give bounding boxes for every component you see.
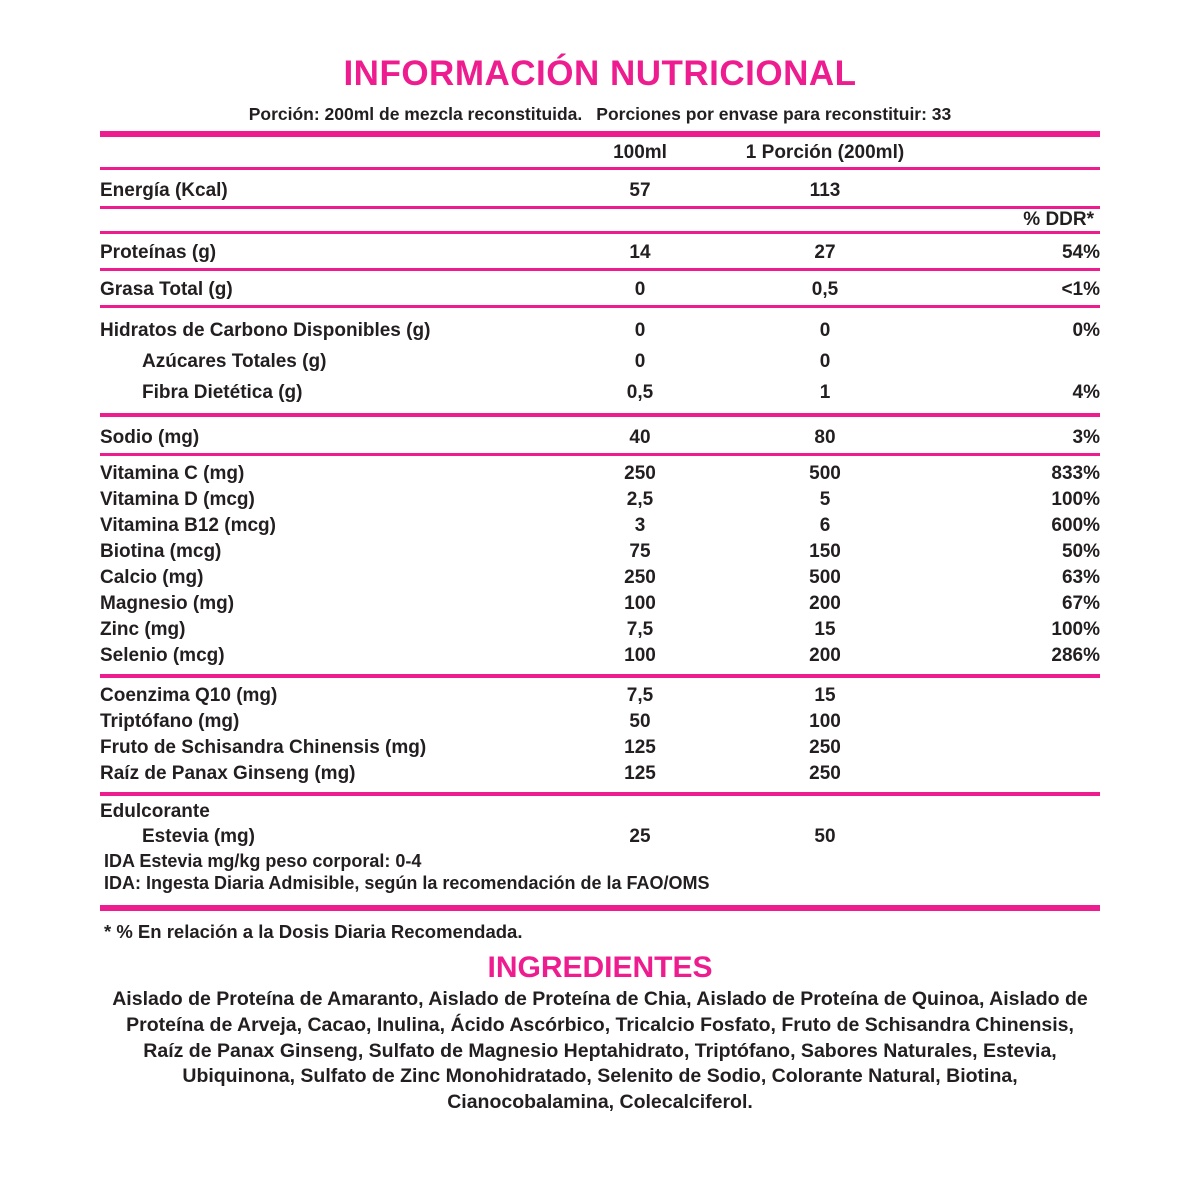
row-label-ginseng: Raíz de Panax Ginseng (mg)	[100, 763, 356, 785]
page-title: INFORMACIÓN NUTRICIONAL	[343, 54, 857, 93]
ingredients-text: Aislado de Proteína de Amaranto, Aislado de Proteína de Chia, Aislado de Proteína de Quinoa, Aislado de Proteína de Arveja, Cacao, Inulina, Ácido Ascórbico, Tricalcio Fosfato, Fruto de Schisandra Chinensis, Raíz de Panax Ginseng, Sulfato de Magnesio Heptahidrato, Triptófano, Sabores Naturales, Estevia, Ubiquinona, Sulfato de Zinc Monohidratado, Selenito de Sodio, Colorante Natural, Biotina, Cianocobalamina, Colecalciferol.	[112, 987, 1088, 1114]
row-label-vitc: Vitamina C (mg)	[100, 463, 245, 485]
row-label-zinc: Zinc (mg)	[100, 619, 186, 641]
row-portion-biotin: 150	[809, 541, 841, 563]
row-portion-selenium: 200	[809, 645, 841, 667]
row-per100-fiber: 0,5	[626, 381, 654, 403]
row-per100-schisandra: 125	[624, 737, 656, 759]
row-per100-selenium: 100	[624, 645, 656, 667]
row-ddr-fiber: 4%	[1072, 381, 1100, 403]
row-per100-tryptophan: 50	[629, 711, 651, 733]
row-ddr-sodium: 3%	[1072, 426, 1100, 448]
ddr-spacer-2	[560, 209, 720, 231]
table-row	[100, 274, 1100, 305]
row-per100-stevia: 25	[629, 825, 651, 847]
ingredients-title: INGREDIENTES	[487, 950, 713, 984]
row-per100-carbs: 0	[634, 319, 646, 341]
row-ddr-vitc: 833%	[1051, 463, 1100, 485]
row-per100-biotin: 75	[629, 541, 651, 563]
row-ddr-protein: 54%	[1061, 241, 1100, 263]
row-portion-vitc: 500	[809, 463, 841, 485]
servings-per-container-label: Porciones por envase para reconstituir: 33	[596, 104, 952, 124]
row-ddr-ginseng	[930, 761, 1100, 787]
table-row	[100, 487, 1100, 513]
table-row	[100, 377, 1100, 408]
row-per100-vitb12: 3	[634, 515, 646, 537]
table-row	[100, 565, 1100, 591]
row-portion-vitd: 5	[819, 489, 831, 511]
nutrition-table	[100, 142, 1100, 167]
row-label-biotin: Biotina (mcg)	[100, 541, 222, 563]
row-ddr-calcium: 63%	[1061, 567, 1100, 589]
column-header-portion: 1 Porción (200ml)	[745, 142, 905, 163]
row-ddr-zinc: 100%	[1051, 619, 1100, 641]
row-label-coq10: Coenzima Q10 (mg)	[100, 685, 278, 707]
row-label-sugars: Azúcares Totales (g)	[142, 350, 327, 372]
row-portion-calcium: 500	[809, 567, 841, 589]
row-per100-zinc: 7,5	[626, 619, 654, 641]
row-portion-magnesium: 200	[809, 593, 841, 615]
sweetener-spacer-1	[560, 801, 720, 823]
row-per100-vitc: 250	[624, 463, 656, 485]
column-header-per100: 100ml	[613, 142, 667, 163]
row-label-selenium: Selenio (mcg)	[100, 645, 225, 667]
row-portion-fat: 0,5	[811, 278, 839, 300]
row-label-energy: Energía (Kcal)	[100, 179, 228, 201]
ida-note-line2: IDA: Ingesta Diaria Admisible, según la recomendación de la FAO/OMS	[104, 873, 710, 894]
table-header-row	[100, 142, 1100, 167]
row-per100-protein: 14	[629, 241, 651, 263]
table-row	[100, 683, 1100, 709]
row-portion-schisandra: 250	[809, 737, 841, 759]
row-label-sodium: Sodio (mg)	[100, 426, 200, 448]
row-label-schisandra: Fruto de Schisandra Chinensis (mg)	[100, 737, 427, 759]
row-portion-energy: 113	[809, 179, 841, 201]
row-ddr-magnesium: 67%	[1061, 593, 1100, 615]
ddr-footnote: * % En relación a la Dosis Diaria Recomendada.	[104, 920, 523, 942]
row-portion-protein: 27	[814, 241, 836, 263]
table-row	[100, 735, 1100, 761]
row-portion-vitb12: 6	[819, 515, 831, 537]
row-label-tryptophan: Triptófano (mg)	[100, 711, 240, 733]
row-label-protein: Proteínas (g)	[100, 241, 217, 263]
row-label-carbs: Hidratos de Carbono Disponibles (g)	[100, 319, 431, 341]
column-header-spacer	[930, 142, 1100, 167]
row-ddr-sugars	[930, 346, 1100, 377]
ddr-spacer-3	[720, 209, 930, 231]
sweetener-spacer-2	[720, 801, 930, 823]
row-ddr-stevia	[930, 824, 1100, 850]
row-per100-ginseng: 125	[624, 763, 656, 785]
ddr-header-row	[100, 209, 1100, 231]
row-ddr-energy	[930, 175, 1100, 206]
table-row	[100, 643, 1100, 669]
row-portion-stevia: 50	[814, 825, 836, 847]
serving-info	[100, 104, 1100, 125]
row-label-stevia: Estevia (mg)	[142, 825, 255, 847]
row-label-sweetener: Edulcorante	[100, 801, 210, 823]
row-portion-ginseng: 250	[809, 763, 841, 785]
row-label-magnesium: Magnesio (mg)	[100, 593, 235, 615]
table-row	[100, 591, 1100, 617]
row-per100-sodium: 40	[629, 426, 651, 448]
table-row	[100, 237, 1100, 268]
column-header-name	[100, 142, 560, 167]
row-portion-sodium: 80	[814, 426, 836, 448]
row-ddr-selenium: 286%	[1051, 645, 1100, 667]
row-per100-magnesium: 100	[624, 593, 656, 615]
row-ddr-coq10	[930, 683, 1100, 709]
row-ddr-schisandra	[930, 735, 1100, 761]
table-row	[100, 617, 1100, 643]
ida-note-line1: IDA Estevia mg/kg peso corporal: 0-4	[104, 850, 422, 871]
table-row	[100, 824, 1100, 850]
row-portion-sugars: 0	[819, 350, 831, 372]
row-portion-tryptophan: 100	[809, 711, 841, 733]
row-portion-fiber: 1	[819, 381, 831, 403]
serving-size-label: Porción: 200ml de mezcla reconstituida.	[248, 104, 583, 124]
row-label-vitb12: Vitamina B12 (mcg)	[100, 515, 276, 537]
row-per100-coq10: 7,5	[626, 685, 654, 707]
row-ddr-vitd: 100%	[1051, 489, 1100, 511]
row-portion-carbs: 0	[819, 319, 831, 341]
table-row	[100, 422, 1100, 453]
row-ddr-fat: <1%	[1061, 278, 1100, 300]
ddr-spacer-1	[100, 209, 560, 231]
row-ddr-vitb12: 600%	[1051, 515, 1100, 537]
row-portion-zinc: 15	[814, 619, 836, 641]
table-row	[100, 801, 1100, 823]
row-per100-fat: 0	[634, 278, 646, 300]
row-per100-energy: 57	[629, 179, 651, 201]
row-ddr-carbs: 0%	[1072, 319, 1100, 341]
row-label-fiber: Fibra Dietética (g)	[142, 381, 303, 403]
table-row	[100, 539, 1100, 565]
row-label-fat: Grasa Total (g)	[100, 278, 233, 300]
row-label-calcium: Calcio (mg)	[100, 567, 204, 589]
row-ddr-tryptophan	[930, 709, 1100, 735]
row-portion-coq10: 15	[814, 685, 836, 707]
table-row	[100, 175, 1100, 206]
table-row	[100, 709, 1100, 735]
table-row	[100, 761, 1100, 787]
row-per100-sugars: 0	[634, 350, 646, 372]
row-per100-calcium: 250	[624, 567, 656, 589]
table-row	[100, 513, 1100, 539]
column-header-ddr: % DDR*	[1023, 209, 1094, 231]
row-label-vitd: Vitamina D (mcg)	[100, 489, 255, 511]
row-per100-vitd: 2,5	[626, 489, 654, 511]
sweetener-spacer-3	[930, 801, 1100, 823]
table-row	[100, 315, 1100, 346]
divider-bottom	[100, 905, 1100, 911]
row-ddr-biotin: 50%	[1061, 541, 1100, 563]
table-row	[100, 346, 1100, 377]
table-row	[100, 461, 1100, 487]
